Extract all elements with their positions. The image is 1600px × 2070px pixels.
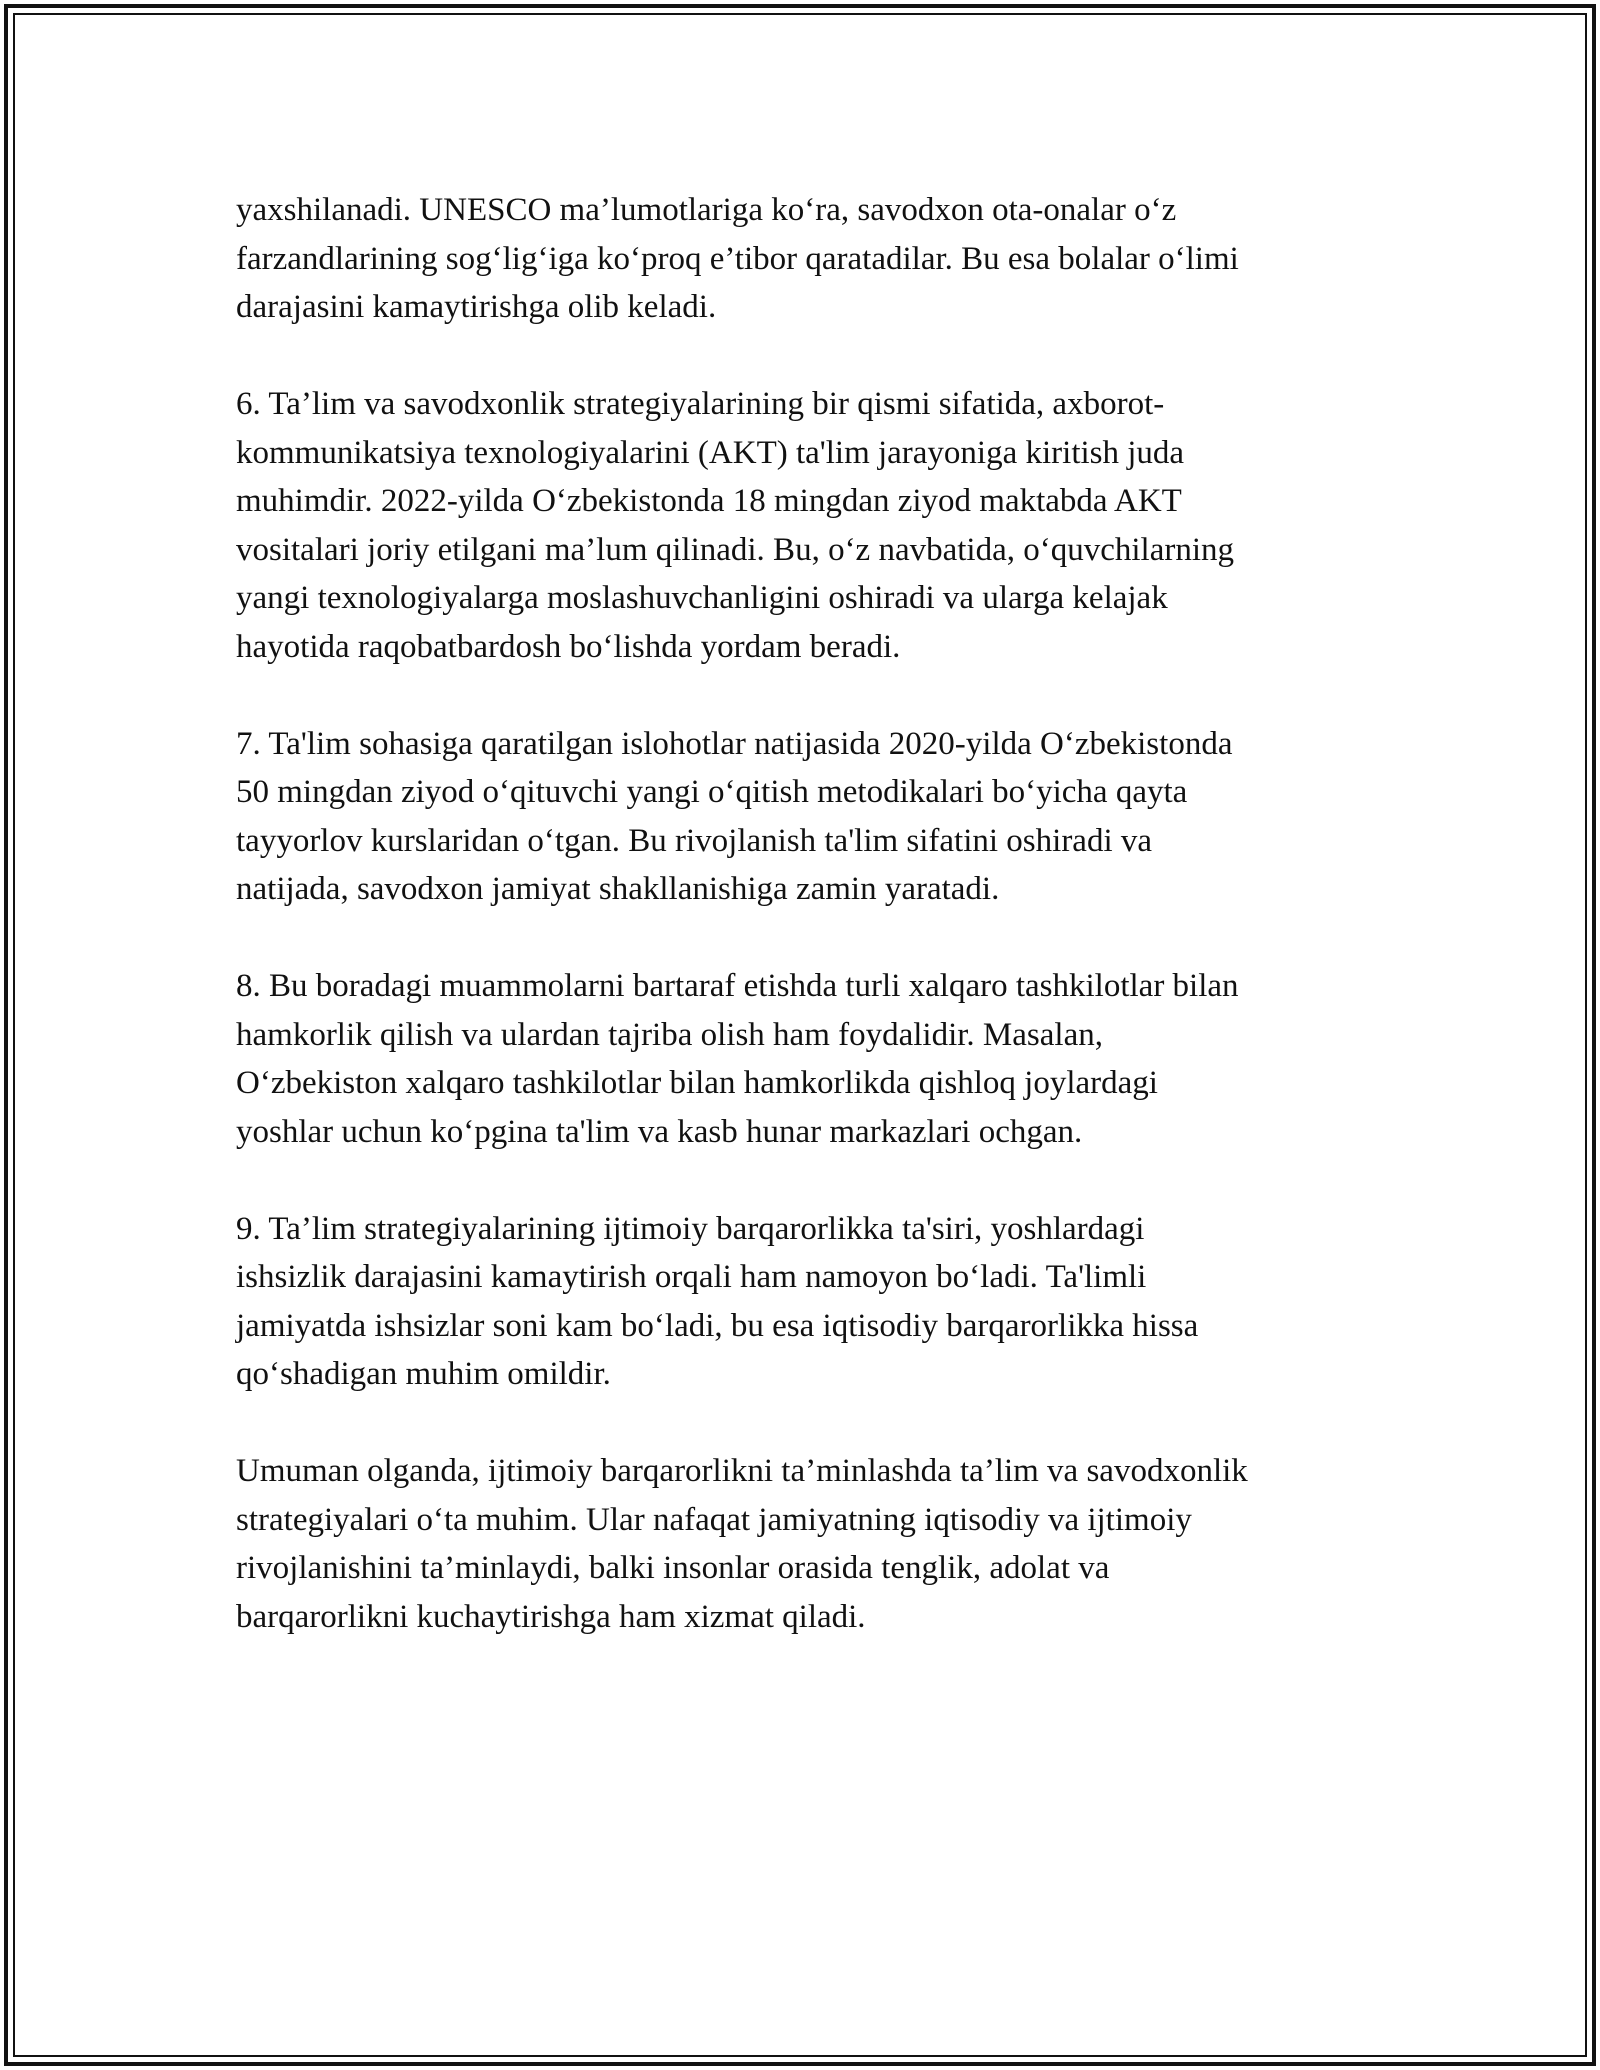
text-line: yoshlar uchun ko‘pgina ta'lim va kasb hunar markazlari ochgan. bbox=[236, 1113, 1083, 1150]
paragraph-item-8 bbox=[236, 962, 1386, 1156]
text-line: hamkorlik qilish va ulardan tajriba olish ham foydalidir. Masalan, bbox=[236, 1016, 1103, 1053]
text-line: tayyorlov kurslaridan o‘tgan. Bu rivojlanish ta'lim sifatini oshiradi va bbox=[236, 822, 1153, 859]
text-line: yaxshilanadi. UNESCO ma’lumotlariga ko‘ra, savodxon ota-onalar o‘z bbox=[236, 192, 1177, 228]
text-line: 50 mingdan ziyod o‘qituvchi yangi o‘qitish metodikalari bo‘yicha qayta bbox=[236, 774, 1188, 810]
paragraph-item-6 bbox=[236, 380, 1386, 671]
text-line: barqarorlikni kuchaytirishga ham xizmat qiladi. bbox=[236, 1598, 866, 1635]
text-line: Umuman olganda, ijtimoiy barqarorlikni ta’minlashda ta’lim va savodxonlik bbox=[236, 1453, 1248, 1489]
text-line: yangi texnologiyalarga moslashuvchanligini oshiradi va ularga kelajak bbox=[236, 580, 1168, 616]
text-line: ishsizlik darajasini kamaytirish orqali ham namoyon bo‘ladi. Ta'limli bbox=[236, 1259, 1147, 1295]
text-line: vositalari joriy etilgani ma’lum qilinadi. Bu, o‘z navbatida, o‘quvchilarning bbox=[236, 531, 1235, 568]
text-line: darajasini kamaytirishga olib keladi. bbox=[236, 289, 717, 325]
text-line: strategiyalari o‘ta muhim. Ular nafaqat jamiyatning iqtisodiy va ijtimoiy bbox=[236, 1501, 1192, 1538]
text-line: hayotida raqobatbardosh bo‘lishda yordam beradi. bbox=[236, 628, 901, 665]
text-line: 6. Ta’lim va savodxonlik strategiyalarining bir qismi sifatida, axborot- bbox=[236, 386, 1165, 422]
paragraph-item-7 bbox=[236, 720, 1386, 914]
text-line: jamiyatda ishsizlar soni kam bo‘ladi, bu esa iqtisodiy barqarorlikka hissa bbox=[236, 1307, 1199, 1344]
text-line: qo‘shadigan muhim omildir. bbox=[236, 1356, 611, 1392]
text-line: kommunikatsiya texnologiyalarini (AKT) ta'lim jarayoniga kiritish juda bbox=[236, 434, 1185, 471]
text-line: 9. Ta’lim strategiyalarining ijtimoiy barqarorlikka ta'siri, yoshlardagi bbox=[236, 1210, 1145, 1247]
text-line: rivojlanishini ta’minlaydi, balki insonlar orasida tenglik, adolat va bbox=[236, 1550, 1110, 1586]
text-line: O‘zbekiston xalqaro tashkilotlar bilan hamkorlikda qishloq joylardagi bbox=[236, 1065, 1158, 1101]
paragraph-conclusion bbox=[236, 1447, 1386, 1641]
text-line: 8. Bu boradagi muammolarni bartaraf etishda turli xalqaro tashkilotlar bilan bbox=[236, 968, 1239, 1004]
text-line: natijada, savodxon jamiyat shakllanishiga zamin yaratadi. bbox=[236, 871, 1000, 907]
text-line: 7. Ta'lim sohasiga qaratilgan islohotlar natijasida 2020-yilda O‘zbekistonda bbox=[236, 725, 1233, 762]
paragraph-intro-continuation bbox=[236, 186, 1386, 332]
text-line: muhimdir. 2022-yilda O‘zbekistonda 18 mingdan ziyod maktabda AKT bbox=[236, 483, 1182, 519]
document-body bbox=[236, 186, 1386, 1690]
paragraph-item-9 bbox=[236, 1205, 1386, 1399]
text-line: farzandlarining sog‘lig‘iga ko‘proq e’tibor qaratadilar. Bu esa bolalar o‘limi bbox=[236, 240, 1239, 277]
